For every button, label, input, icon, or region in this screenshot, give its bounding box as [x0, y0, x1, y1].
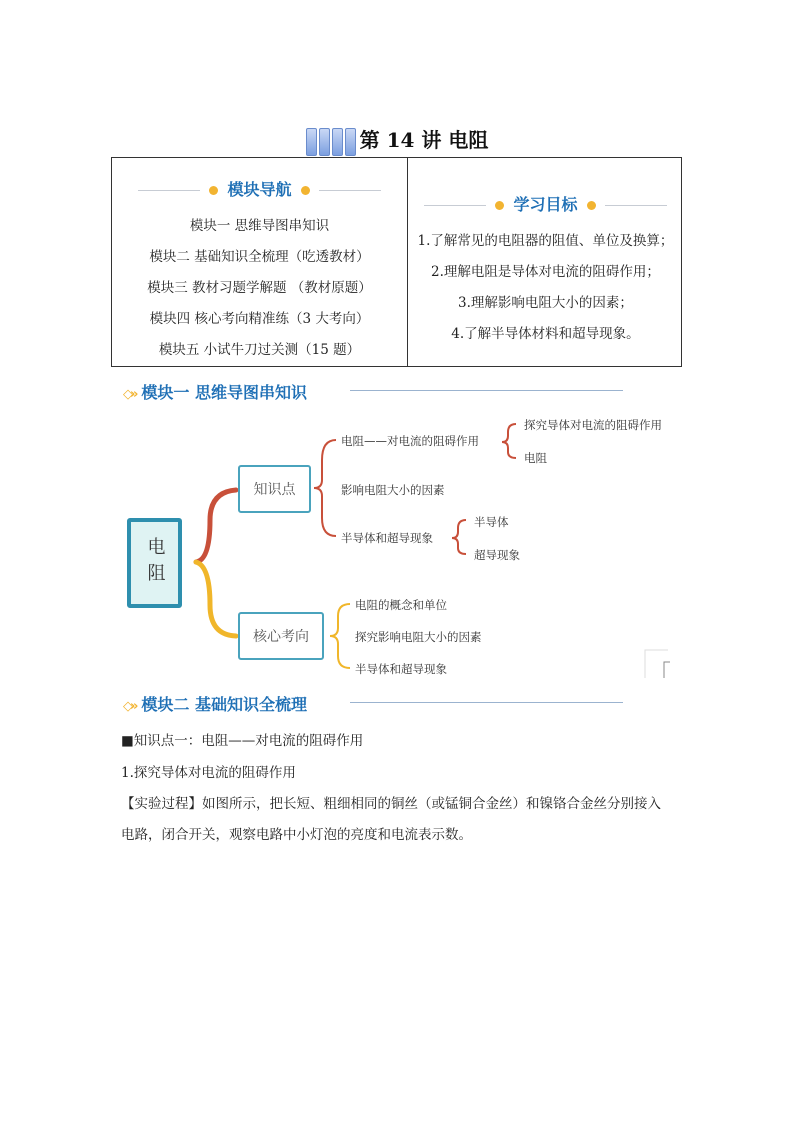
- experiment-paragraph-cont: 电路，闭合开关，观察电路中小灯泡的亮度和电流表示数。: [121, 827, 472, 843]
- goals-header: 学习目标: [408, 192, 683, 215]
- experiment-label: 【实验过程】: [121, 796, 202, 812]
- mindmap-branch-knowledge: 知识点: [238, 465, 311, 513]
- page-title: 第 14 讲 电阻: [0, 124, 794, 156]
- mindmap-leaf: 探究影响电阻大小的因素: [355, 630, 482, 644]
- mindmap-branch-core: 核心考向: [238, 612, 324, 660]
- double-chevron-icon: ◇»: [123, 699, 136, 714]
- nav-item-5: 模块五 小试牛刀过关测（15 题）: [158, 342, 361, 358]
- dot-icon: [209, 186, 218, 195]
- goal-item-1: 1.了解常见的电阻器的阻值、单位及换算；: [417, 233, 674, 249]
- mindmap-leaf: 影响电阻大小的因素: [341, 483, 445, 497]
- mindmap-leaf: 半导体: [474, 515, 509, 529]
- mindmap-leaf: 电阻: [524, 451, 547, 465]
- knowledge-point-heading: ■知识点一：电阻——对电流的阻碍作用: [121, 733, 364, 749]
- section2-rule: [350, 702, 623, 703]
- nav-header: 模块导航: [112, 177, 407, 200]
- section2-heading: ◇» 模块二 基础知识全梳理: [123, 695, 307, 714]
- lesson-badge-icon: [306, 128, 356, 156]
- experiment-paragraph: 【实验过程】如图所示，把长短、粗细相同的铜丝（或锰铜合金丝）和镍铬合金丝分别接入: [121, 796, 661, 812]
- dot-icon: [587, 201, 596, 210]
- subsection-heading: 1.探究导体对电流的阻碍作用: [121, 765, 296, 781]
- nav-item-4: 模块四 核心考向精准练（3 大考向）: [149, 311, 370, 327]
- mindmap-leaf: 半导体和超导现象: [341, 531, 433, 545]
- module-nav-table: [111, 157, 682, 367]
- mindmap-leaf: 半导体和超导现象: [355, 662, 447, 676]
- nav-item-1: 模块一 思维导图串知识: [189, 218, 330, 234]
- double-chevron-icon: ◇»: [123, 387, 136, 402]
- mindmap-leaf: 超导现象: [474, 548, 520, 562]
- section1-rule: [350, 390, 623, 391]
- mindmap-leaf: 探究导体对电流的阻碍作用: [524, 418, 662, 432]
- goal-item-2: 2.理解电阻是导体对电流的阻碍作用；: [431, 264, 660, 280]
- goal-item-3: 3.理解影响电阻大小的因素；: [458, 295, 633, 311]
- mindmap-leaf: 电阻——对电流的阻碍作用: [341, 434, 479, 448]
- mindmap-root: 电阻: [127, 518, 182, 608]
- nav-item-3: 模块三 教材习题学解题 （教材原题）: [147, 280, 372, 296]
- dot-icon: [301, 186, 310, 195]
- mindmap-leaf: 电阻的概念和单位: [355, 598, 447, 612]
- goal-item-4: 4.了解半导体材料和超导现象。: [451, 326, 640, 342]
- dot-icon: [495, 201, 504, 210]
- nav-item-2: 模块二 基础知识全梳理（吃透教材）: [149, 249, 370, 265]
- section1-heading: ◇» 模块一 思维导图串知识: [123, 383, 307, 402]
